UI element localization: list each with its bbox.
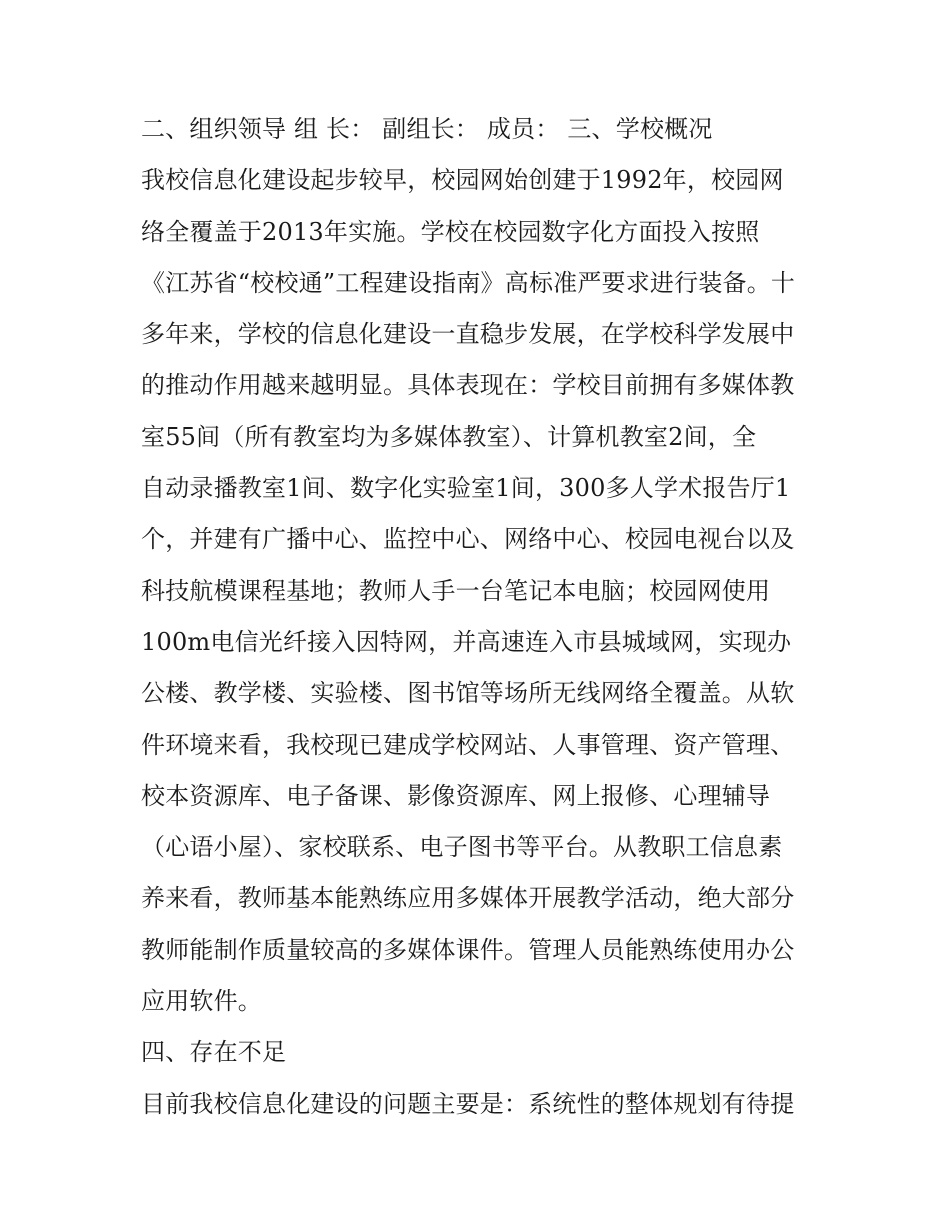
paragraph-line: 个，并建有广播中心、监控中心、网络中心、校园电视台以及 xyxy=(141,525,795,554)
section-heading-organization: 二、组织领导 组 长： 副组长： 成员： 三、学校概况 xyxy=(141,115,713,143)
paragraph-line: 目前我校信息化建设的问题主要是：系统性的整体规划有待提 xyxy=(141,1089,795,1118)
paragraph-line: 我校信息化建设起步较早，校园网始创建于1992年，校园网 xyxy=(141,166,784,195)
paragraph-line: （心语小屋）、家校联系、电子图书等平台。从教职工信息素 xyxy=(141,833,783,862)
paragraph-line: 的推动作用越来越明显。具体表现在：学校目前拥有多媒体教 xyxy=(141,371,795,400)
section-heading-shortcomings: 四、存在不足 xyxy=(141,1038,287,1067)
paragraph-line: 公楼、教学楼、实验楼、图书馆等场所无线网络全覆盖。从软 xyxy=(141,679,795,708)
document-body xyxy=(141,104,821,1130)
paragraph-line: 《江苏省“校校通”工程建设指南》高标准严要求进行装备。十 xyxy=(141,268,796,297)
paragraph-line: 多年来，学校的信息化建设一直稳步发展，在学校科学发展中 xyxy=(141,320,795,349)
paragraph-line: 教师能制作质量较高的多媒体课件。管理人员能熟练使用办公 xyxy=(141,935,795,964)
paragraph-line: 应用软件。 xyxy=(141,987,262,1016)
paragraph-line: 自动录播教室1间、数字化实验室1间，300多人学术报告厅1 xyxy=(141,474,791,503)
paragraph-line: 室55间（所有教室均为多媒体教室）、计算机教室2间，全 xyxy=(141,422,757,451)
paragraph-line: 校本资源库、电子备课、影像资源库、网上报修、心理辅导 xyxy=(141,781,771,810)
paragraph-line: 养来看，教师基本能熟练应用多媒体开展教学活动，绝大部分 xyxy=(141,884,795,913)
paragraph-line: 科技航模课程基地；教师人手一台笔记本电脑；校园网使用 xyxy=(141,576,771,605)
paragraph-line: 件环境来看，我校现已建成学校网站、人事管理、资产管理、 xyxy=(141,730,795,759)
paragraph-line: 100m电信光纤接入因特网，并高速连入市县城域网，实现办 xyxy=(141,627,792,656)
paragraph-line: 络全覆盖于2013年实施。学校在校园数字化方面投入按照 xyxy=(141,217,760,246)
